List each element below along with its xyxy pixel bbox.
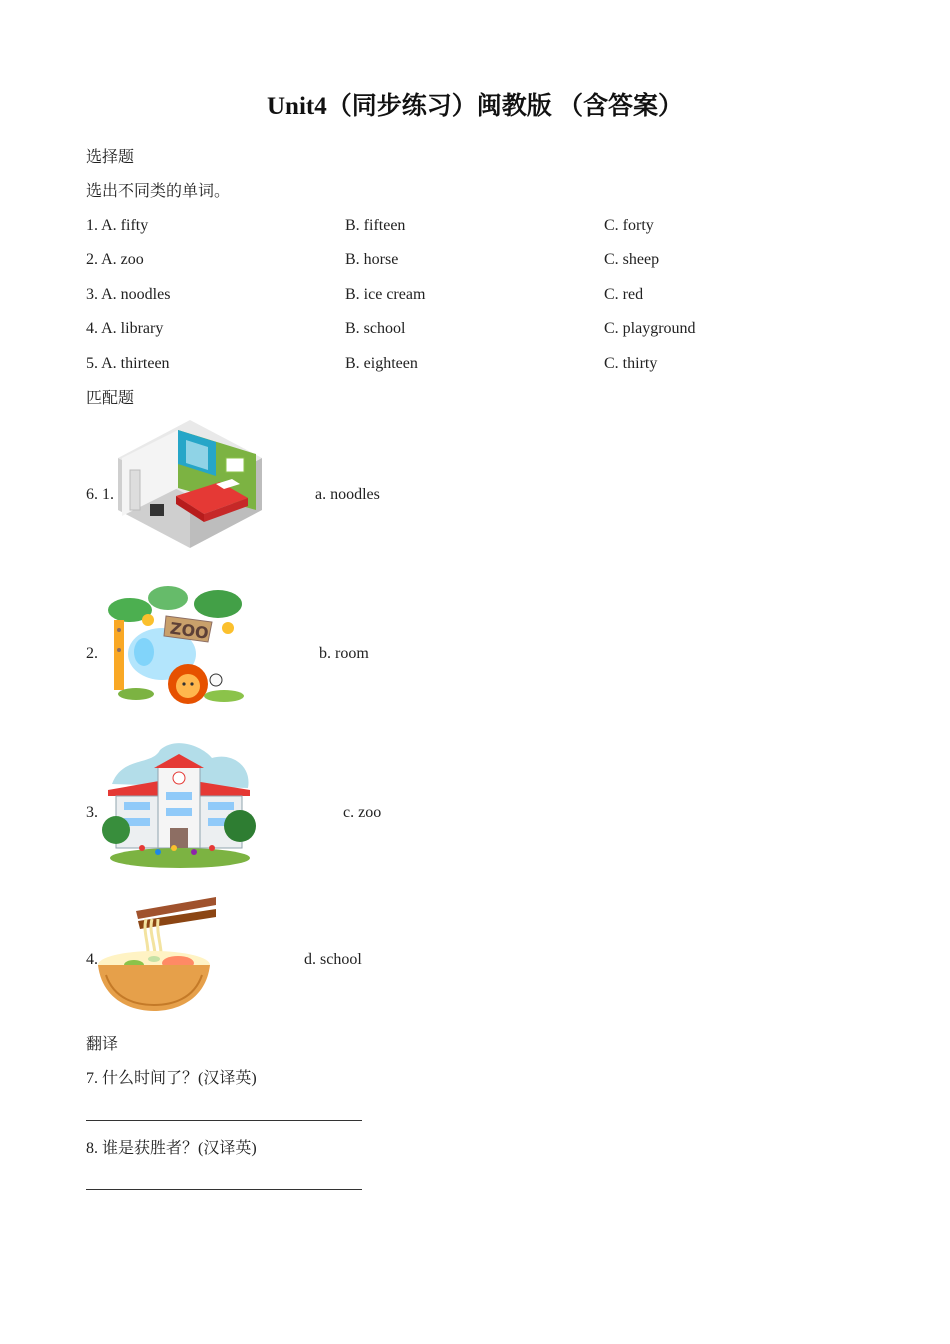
translation-question-7: 7. 什么时间了？(汉译英) <box>86 1070 257 1087</box>
match-option: c. zoo <box>343 804 382 821</box>
choice-option-b: B. ice cream <box>345 286 426 303</box>
choice-option-c: C. thirty <box>604 355 658 372</box>
bedroom-image <box>116 418 264 550</box>
match-number: 6. 1. <box>86 486 114 503</box>
choice-option-b: B. horse <box>345 251 399 268</box>
section-heading-choice: 选择题 <box>86 149 135 166</box>
match-option: b. room <box>319 645 369 662</box>
choice-option-c: C. red <box>604 286 644 303</box>
match-number: 4. <box>86 951 98 968</box>
noodles-image <box>96 895 218 1013</box>
choice-option-a: 3. A. noodles <box>86 286 171 303</box>
choice-option-c: C. sheep <box>604 251 660 268</box>
choice-option-b: B. school <box>345 320 406 337</box>
choice-option-b: B. eighteen <box>345 355 418 372</box>
translation-question-8: 8. 谁是获胜者？(汉译英) <box>86 1140 257 1157</box>
section-heading-translation: 翻译 <box>86 1036 119 1053</box>
match-number: 2. <box>86 645 98 662</box>
answer-line[interactable] <box>86 1189 362 1190</box>
match-number: 3. <box>86 804 98 821</box>
zoo-sign-text: ZOO <box>168 618 210 643</box>
choice-option-b: B. fifteen <box>345 217 406 234</box>
zoo-image <box>108 580 250 712</box>
match-option: d. school <box>304 951 362 968</box>
page-title: Unit4（同步练习）闽教版 （含答案） <box>267 93 683 120</box>
match-option: a. noodles <box>315 486 380 503</box>
section-heading-matching: 匹配题 <box>86 390 135 407</box>
choice-option-a: 5. A. thirteen <box>86 355 170 372</box>
choice-option-a: 2. A. zoo <box>86 251 144 268</box>
choice-option-a: 1. A. fifty <box>86 217 149 234</box>
answer-line[interactable] <box>86 1120 362 1121</box>
section-instruction: 选出不同类的单词。 <box>86 183 231 200</box>
choice-option-a: 4. A. library <box>86 320 164 337</box>
choice-option-c: C. playground <box>604 320 696 337</box>
school-image <box>102 736 256 870</box>
choice-option-c: C. forty <box>604 217 654 234</box>
